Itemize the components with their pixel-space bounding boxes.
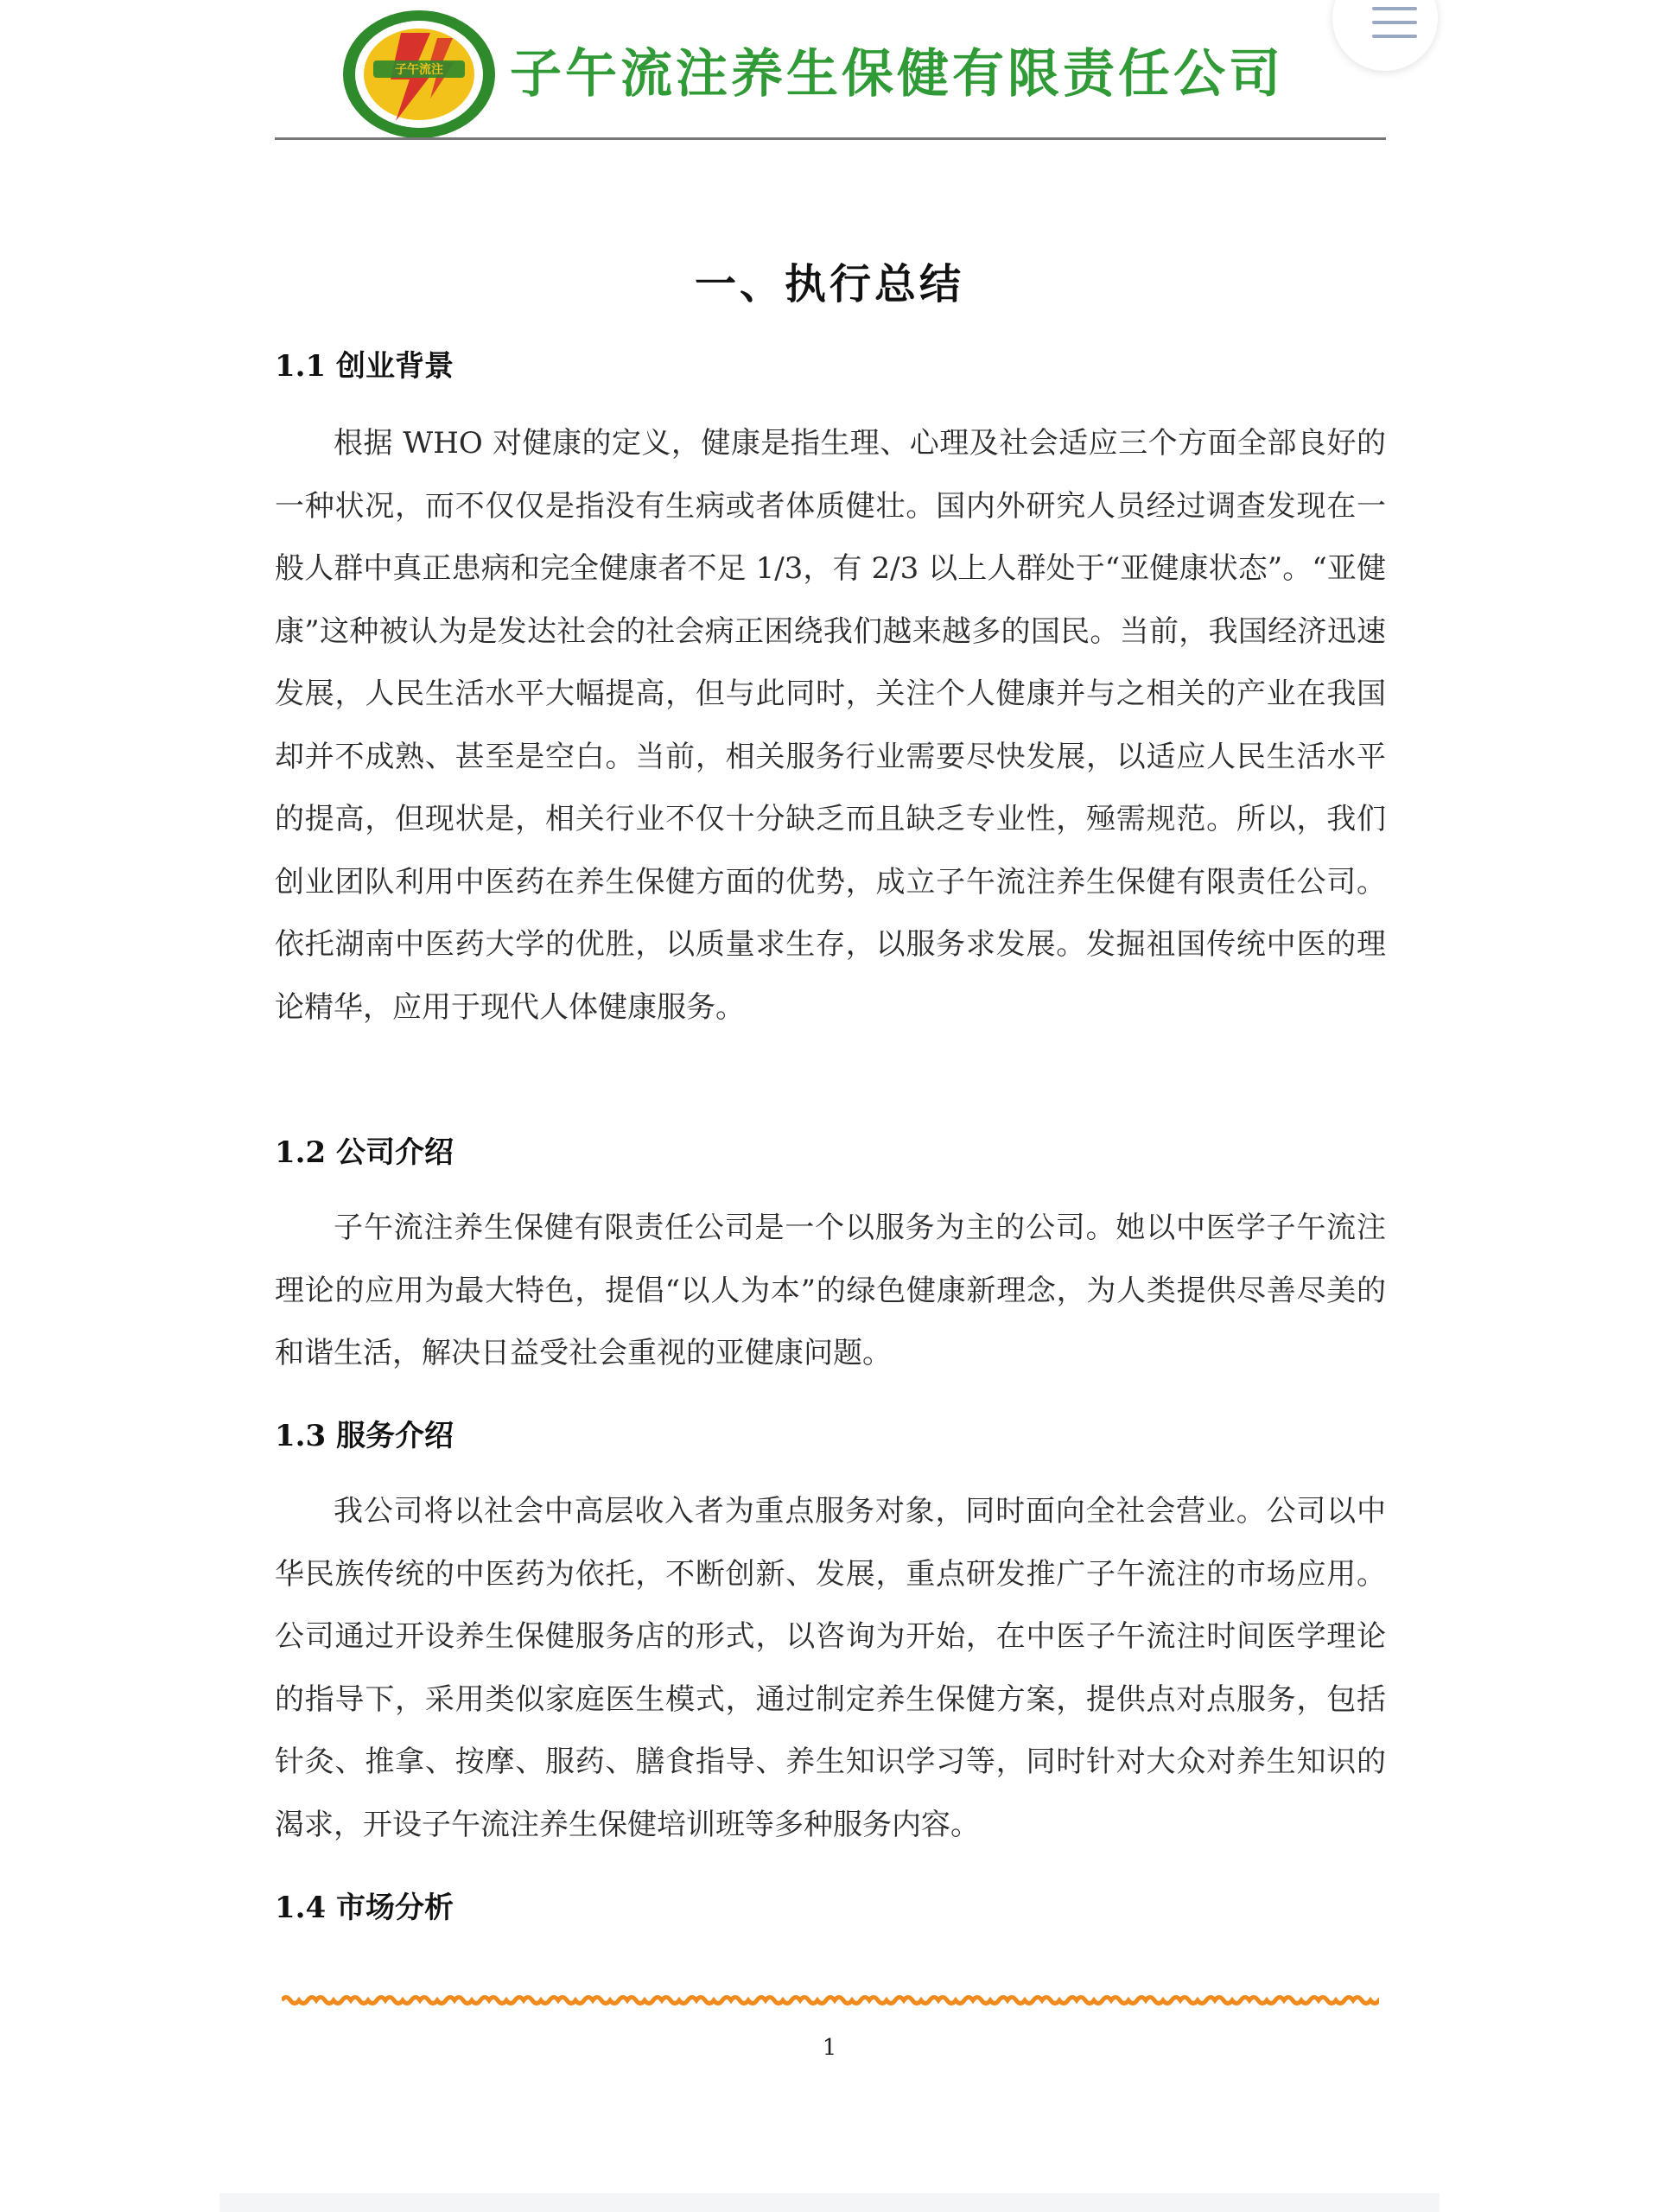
subsection-heading: 1.1 创业背景 — [275, 349, 454, 384]
subsection-heading: 1.4 市场分析 — [275, 1891, 454, 1925]
subsection-paragraph: 我公司将以社会中高层收入者为重点服务对象，同时面向全社会营业。公司以中华民族传统的中医药为依托，不断创新、发展，重点研发推广子午流注的市场应用。公司通过开设养生保健服务店的形式，以咨询为开始，在中医子午流注时间医学理论的指导下，采用类似家庭医生模式，通过制定养生保健方案，提供点对点服务，包括针灸、推拿、按摩、服药、膳食指导、养生知识学习等，同时针对大众对养生知识的渴求，开设子午流注养生保健培训班等多种服务内容。 — [275, 1494, 1386, 1842]
menu-icon-line — [1372, 35, 1417, 38]
menu-icon-line — [1372, 7, 1417, 10]
bottom-bar — [219, 2193, 1440, 2212]
menu-icon-line — [1372, 21, 1417, 24]
section-title: 一、执行总结 — [694, 260, 964, 308]
company-name: 子午流注养生保健有限责任公司 — [510, 44, 1284, 105]
subsection-heading: 1.3 服务介绍 — [275, 1419, 454, 1453]
company-logo — [340, 9, 498, 140]
subsection-heading: 1.2 公司介绍 — [275, 1135, 454, 1170]
subsection-paragraph: 根据 WHO 对健康的定义，健康是指生理、心理及社会适应三个方面全部良好的一种状况，而不仅仅是指没有生病或者体质健壮。国内外研究人员经过调查发现在一般人群中真正患病和完全健康者不足 1/3，有 2/3 以上人群处于“亚健康状态”。“亚健康”这种被认为是发达社会的社会病正困绕我们越来越多的国民。当前，我国经济迅速发展，人民生活水平大幅提高，但与此同时，关注个人健康并与之相关的产业在我国却并不成熟、甚至是空白。当前，相关服务行业需要尽快发展，以适应人民生活水平的提高，但现状是，相关行业不仅十分缺乏而且缺乏专业性，殛需规范。所以，我们创业团队利用中医药在养生保健方面的优势，成立子午流注养生保健有限责任公司。依托湖南中医药大学的优胜，以质量求生存，以服务求发展。发掘祖国传统中医的理论精华，应用于现代人体健康服务。 — [275, 426, 1386, 1025]
page-number: 1 — [822, 2035, 837, 2061]
decorative-wave-divider — [282, 1987, 1379, 2013]
logo-text: 子午流注 — [395, 63, 443, 77]
header-divider — [275, 137, 1386, 140]
page-header — [275, 0, 1386, 140]
subsection-paragraph: 子午流注养生保健有限责任公司是一个以服务为主的公司。她以中医学子午流注理论的应用为最大特色，提倡“以人为本”的绿色健康新理念，为人类提供尽善尽美的和谐生活，解决日益受社会重视的亚健康问题。 — [275, 1211, 1386, 1370]
